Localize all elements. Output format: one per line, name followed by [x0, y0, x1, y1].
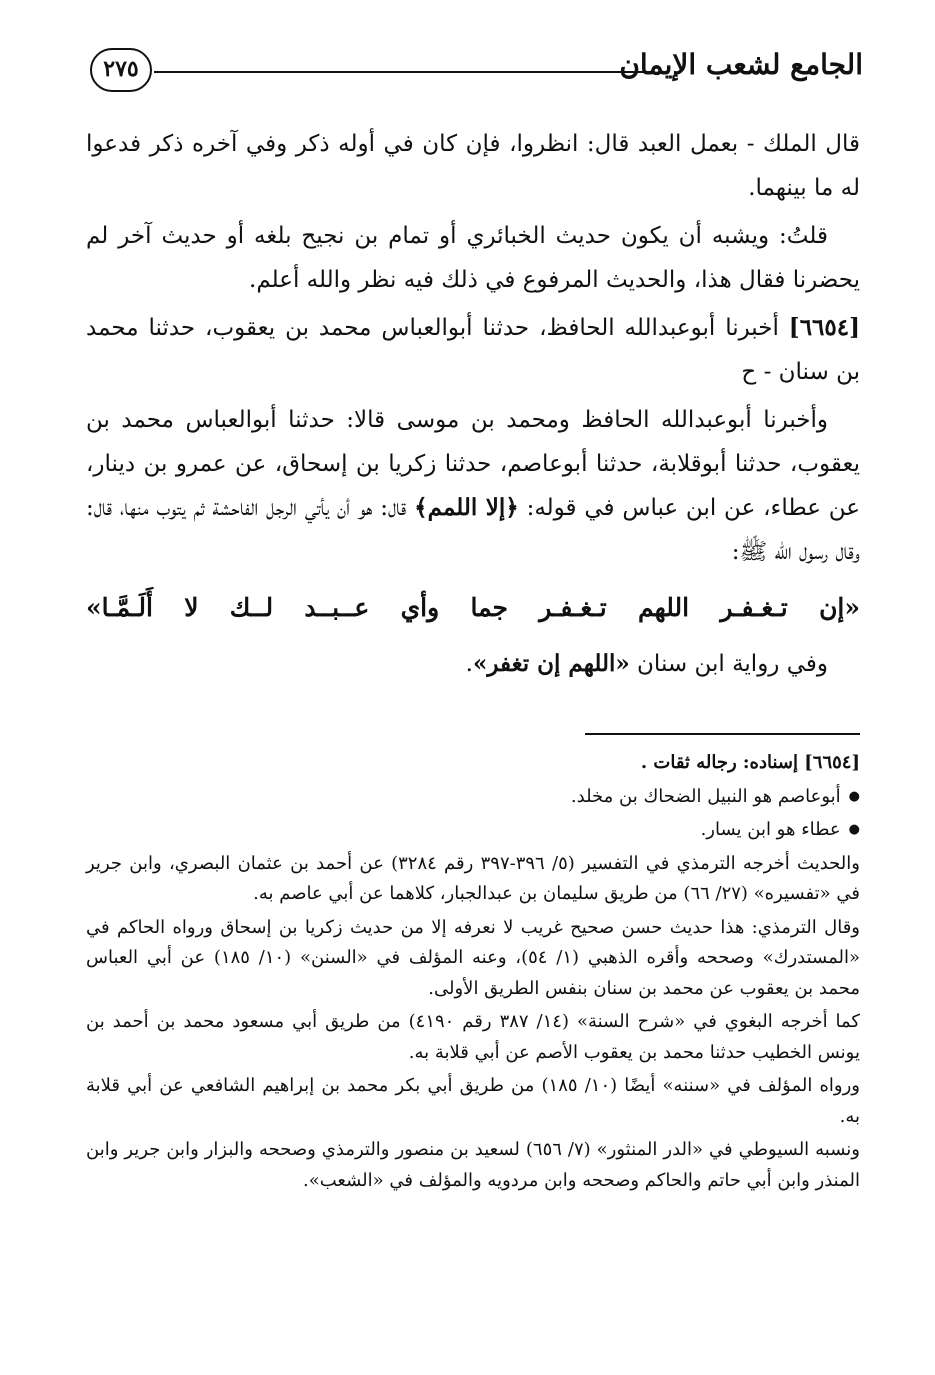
chain-text-2: قال: هو أن يأتي الرجل الفاحشة ثم يتوب منها، قال: وقال رسول الله ﷺ: — [86, 495, 860, 565]
footnotes — [86, 748, 860, 1199]
footnote-4: والحديث أخرجه الترمذي في التفسير (٥/ ٣٩٦-٣٩٧ رقم ٣٢٨٤) عن أحمد بن عثمان البصري، وابن جرير في «تفسيره» (٢٧/ ٦٦) من طريق سليمان بن عبدالجبار، كلاهما عن أبي عاصم به. — [86, 852, 860, 904]
paragraph-4 — [86, 398, 860, 574]
footnote-number: [٦٦٥٤] — [804, 752, 860, 773]
chain-text: وأخبرنا أبوعبدالله الحافظ ومحمد بن موسى قالا: حدثنا أبوالعباس محمد بن يعقوب، حدثنا أبوقلابة، حدثنا أبوعاصم، حدثنا زكريا بن إسحاق، عن عمرو بن دينار، عن عطاء، عن ابن عباس في قوله: — [86, 407, 861, 521]
footnote-5: وقال الترمذي: هذا حديث حسن صحيح غريب لا نعرفه إلا من حديث زكريا بن إسحاق ورواه الحاكم في «المستدرك» وصححه وأقره الذهبي (١/ ٥٤)، وعنه المؤلف في «السنن» (١٠/ ١٨٥) عن أبي العباس محمد بن يعقوب عن محمد بن سنان بنفس الطريق الأولى. — [86, 916, 861, 999]
quran-verse: ﴿إلا اللمم﴾ — [414, 494, 519, 521]
footnote-isnad: إسناده: رجاله ثقات . — [640, 752, 805, 773]
footnote-separator — [585, 733, 860, 735]
footnote-8: ونسبه السيوطي في «الدر المنثور» (٧/ ٦٥٦) لسعيد بن منصور والترمذي وصححه والبزار وابن جرير وابن المنذر وابن أبي حاتم والحاكم وصححه وابن مردويه والمؤلف في «الشعب». — [86, 1139, 860, 1191]
book-title: الجامع لشعب الإيمان — [619, 48, 863, 81]
hadith-number: [٦٦٥٤] — [788, 314, 860, 341]
paragraph-2: قلتُ: ويشبه أن يكون حديث الخبائري أو تمام بن نجيح بلغه أو حديث آخر لم يحضرنا فقال هذا، والحديث المرفوع في ذلك فيه نظر والله أعلم. — [86, 223, 860, 293]
main-text — [86, 122, 860, 690]
footnote-6: كما أخرجه البغوي في «شرح السنة» (١٤/ ٣٨٧ رقم ٤١٩٠) من طريق أبي مسعود محمد بن أحمد بن يونس الخطيب حدثنا محمد بن يعقوب الأصم عن أبي قلابة به. — [86, 1011, 860, 1063]
footnote-bullet-1: ● أبوعاصم هو النبيل الضحاك بن مخلد. — [86, 782, 860, 813]
page-number: ٢٧٥ — [90, 48, 152, 92]
hadith-chain: أخبرنا أبوعبدالله الحافظ، حدثنا أبوالعباس محمد بن يعقوب، حدثنا محمد بن سنان - ح — [86, 315, 860, 385]
footnote-7: ورواه المؤلف في «سننه» أيضًا (١٠/ ١٨٥) من طريق أبي بكر محمد بن إبراهيم الشافعي عن أبي قلابة به. — [86, 1075, 861, 1127]
page-header — [90, 38, 863, 102]
poetry-quote: «إن تـغـفـر اللهم تـغـفـر جما وأي عــبــد لــك لا أَلَـمَّـا» — [86, 593, 860, 622]
footnote-1 — [86, 748, 860, 779]
paragraph-1: قال الملك - بعمل العبد قال: انظروا، فإن كان في أوله ذكر وفي آخره ذكر فدعوا له ما بينهما. — [86, 131, 860, 201]
narration-quote: «اللهم إن تغفر» — [472, 650, 630, 677]
narration-end: . — [465, 651, 473, 677]
paragraph-5 — [86, 642, 860, 686]
narration-text: وفي رواية ابن سنان — [629, 651, 828, 677]
footnote-bullet-2: ● عطاء هو ابن يسار. — [86, 815, 860, 846]
header-rule — [154, 71, 645, 73]
hadith-6654 — [86, 306, 860, 394]
